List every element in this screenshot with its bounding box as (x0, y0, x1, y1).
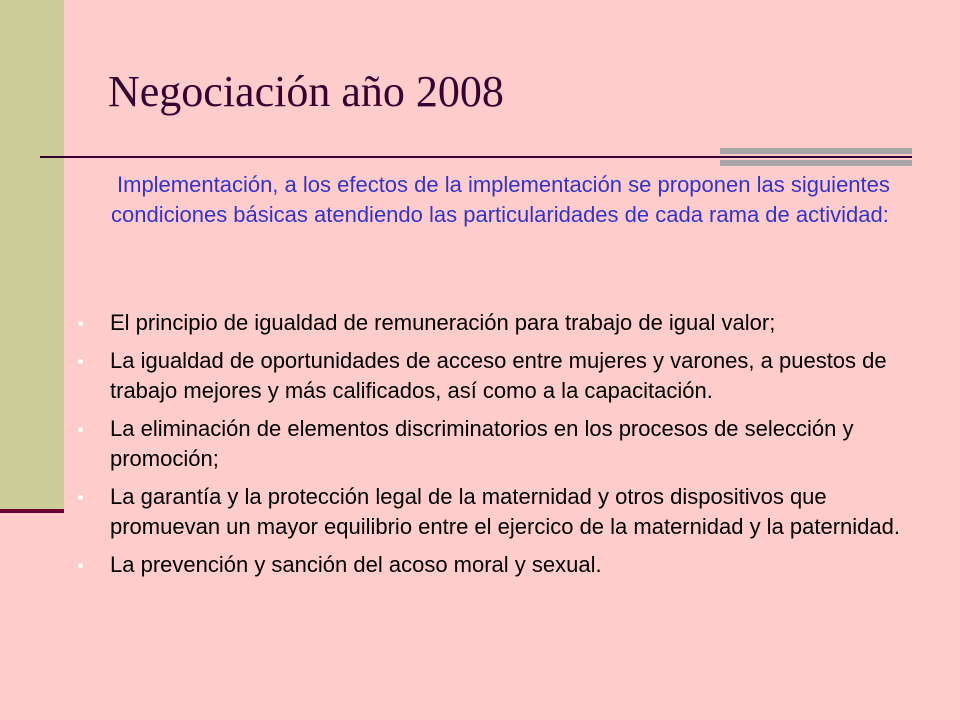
bullet-item (0, 308, 960, 338)
bullet-text: La prevención y sanción del acoso moral y sexual. (110, 552, 602, 577)
bullet-item (0, 414, 960, 474)
bullet-icon (78, 563, 83, 568)
bullet-item (0, 550, 960, 580)
bullet-item (0, 482, 960, 542)
title-accent-bar-top (720, 148, 912, 154)
bullet-list (0, 308, 960, 588)
slide-title: Negociación año 2008 (108, 67, 504, 116)
bullet-text: La eliminación de elementos discriminatorios en los procesos de selección y promoción; (110, 416, 854, 471)
bullet-item (0, 346, 960, 406)
bullet-text: La garantía y la protección legal de la maternidad y otros dispositivos que promuevan un mayor equilibrio entre el ejercico de la maternidad y la paternidad. (110, 484, 901, 539)
bullet-text: El principio de igualdad de remuneración para trabajo de igual valor; (110, 310, 776, 335)
bullet-icon (78, 427, 83, 432)
intro-paragraph: Implementación, a los efectos de la implementación se proponen las siguientes condiciones básicas atendiendo las particularidades de cada rama de actividad: (111, 172, 890, 227)
title-divider (40, 156, 912, 158)
bullet-icon (78, 495, 83, 500)
title-accent-bar-bottom (720, 160, 912, 166)
bullet-icon (78, 359, 83, 364)
bullet-text: La igualdad de oportunidades de acceso entre mujeres y varones, a puestos de trabajo mejores y más calificados, así como a la capacitación. (110, 348, 887, 403)
bullet-icon (78, 321, 83, 326)
